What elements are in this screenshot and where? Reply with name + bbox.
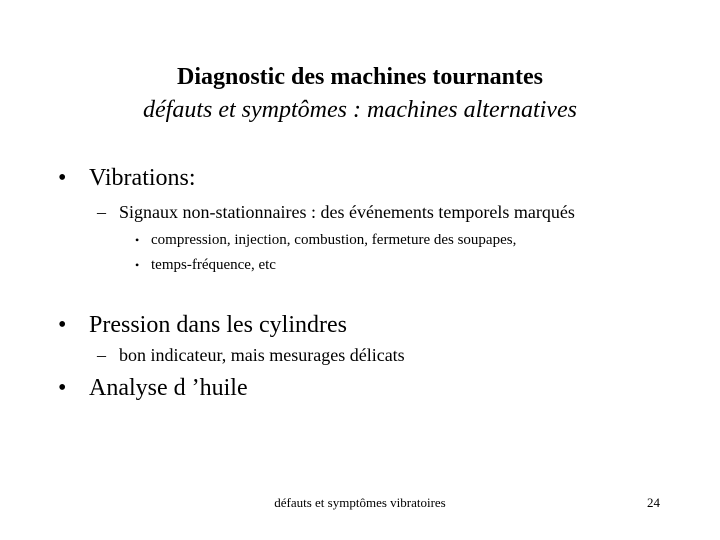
footer-text: défauts et symptômes vibratoires xyxy=(274,495,446,510)
slide-subtitle: défauts et symptômes : machines alternatives xyxy=(143,97,577,123)
slide-title: Diagnostic des machines tournantes xyxy=(176,64,543,90)
subsubbullet-temps-frequence xyxy=(135,256,276,274)
bullet-marker: • xyxy=(58,165,67,191)
page-number: 24 xyxy=(647,495,660,510)
dash-marker: – xyxy=(97,202,106,222)
bullet-text: Vibrations: xyxy=(89,165,196,191)
subbullet-signaux xyxy=(97,201,575,223)
bullet-text: Pression dans les cylindres xyxy=(89,312,347,338)
bullet-marker: • xyxy=(135,258,140,272)
subbullet-text: Signaux non-stationnaires : des événements temporels marqués xyxy=(119,202,575,222)
subsubbullet-compression xyxy=(135,231,516,249)
bullet-pression xyxy=(58,311,347,339)
subbullet-text: bon indicateur, mais mesurages délicats xyxy=(119,345,405,365)
dash-marker: – xyxy=(97,345,106,365)
subsubbullet-text: temps-fréquence, etc xyxy=(151,257,276,273)
bullet-marker: • xyxy=(58,312,67,338)
bullet-marker: • xyxy=(58,375,67,401)
bullet-marker: • xyxy=(135,233,140,247)
bullet-vibrations xyxy=(58,164,196,192)
subbullet-indicateur xyxy=(97,344,405,366)
subsubbullet-text: compression, injection, combustion, fermeture des soupapes, xyxy=(151,232,517,248)
bullet-text: Analyse d ’huile xyxy=(89,375,248,401)
bullet-huile xyxy=(58,374,248,402)
